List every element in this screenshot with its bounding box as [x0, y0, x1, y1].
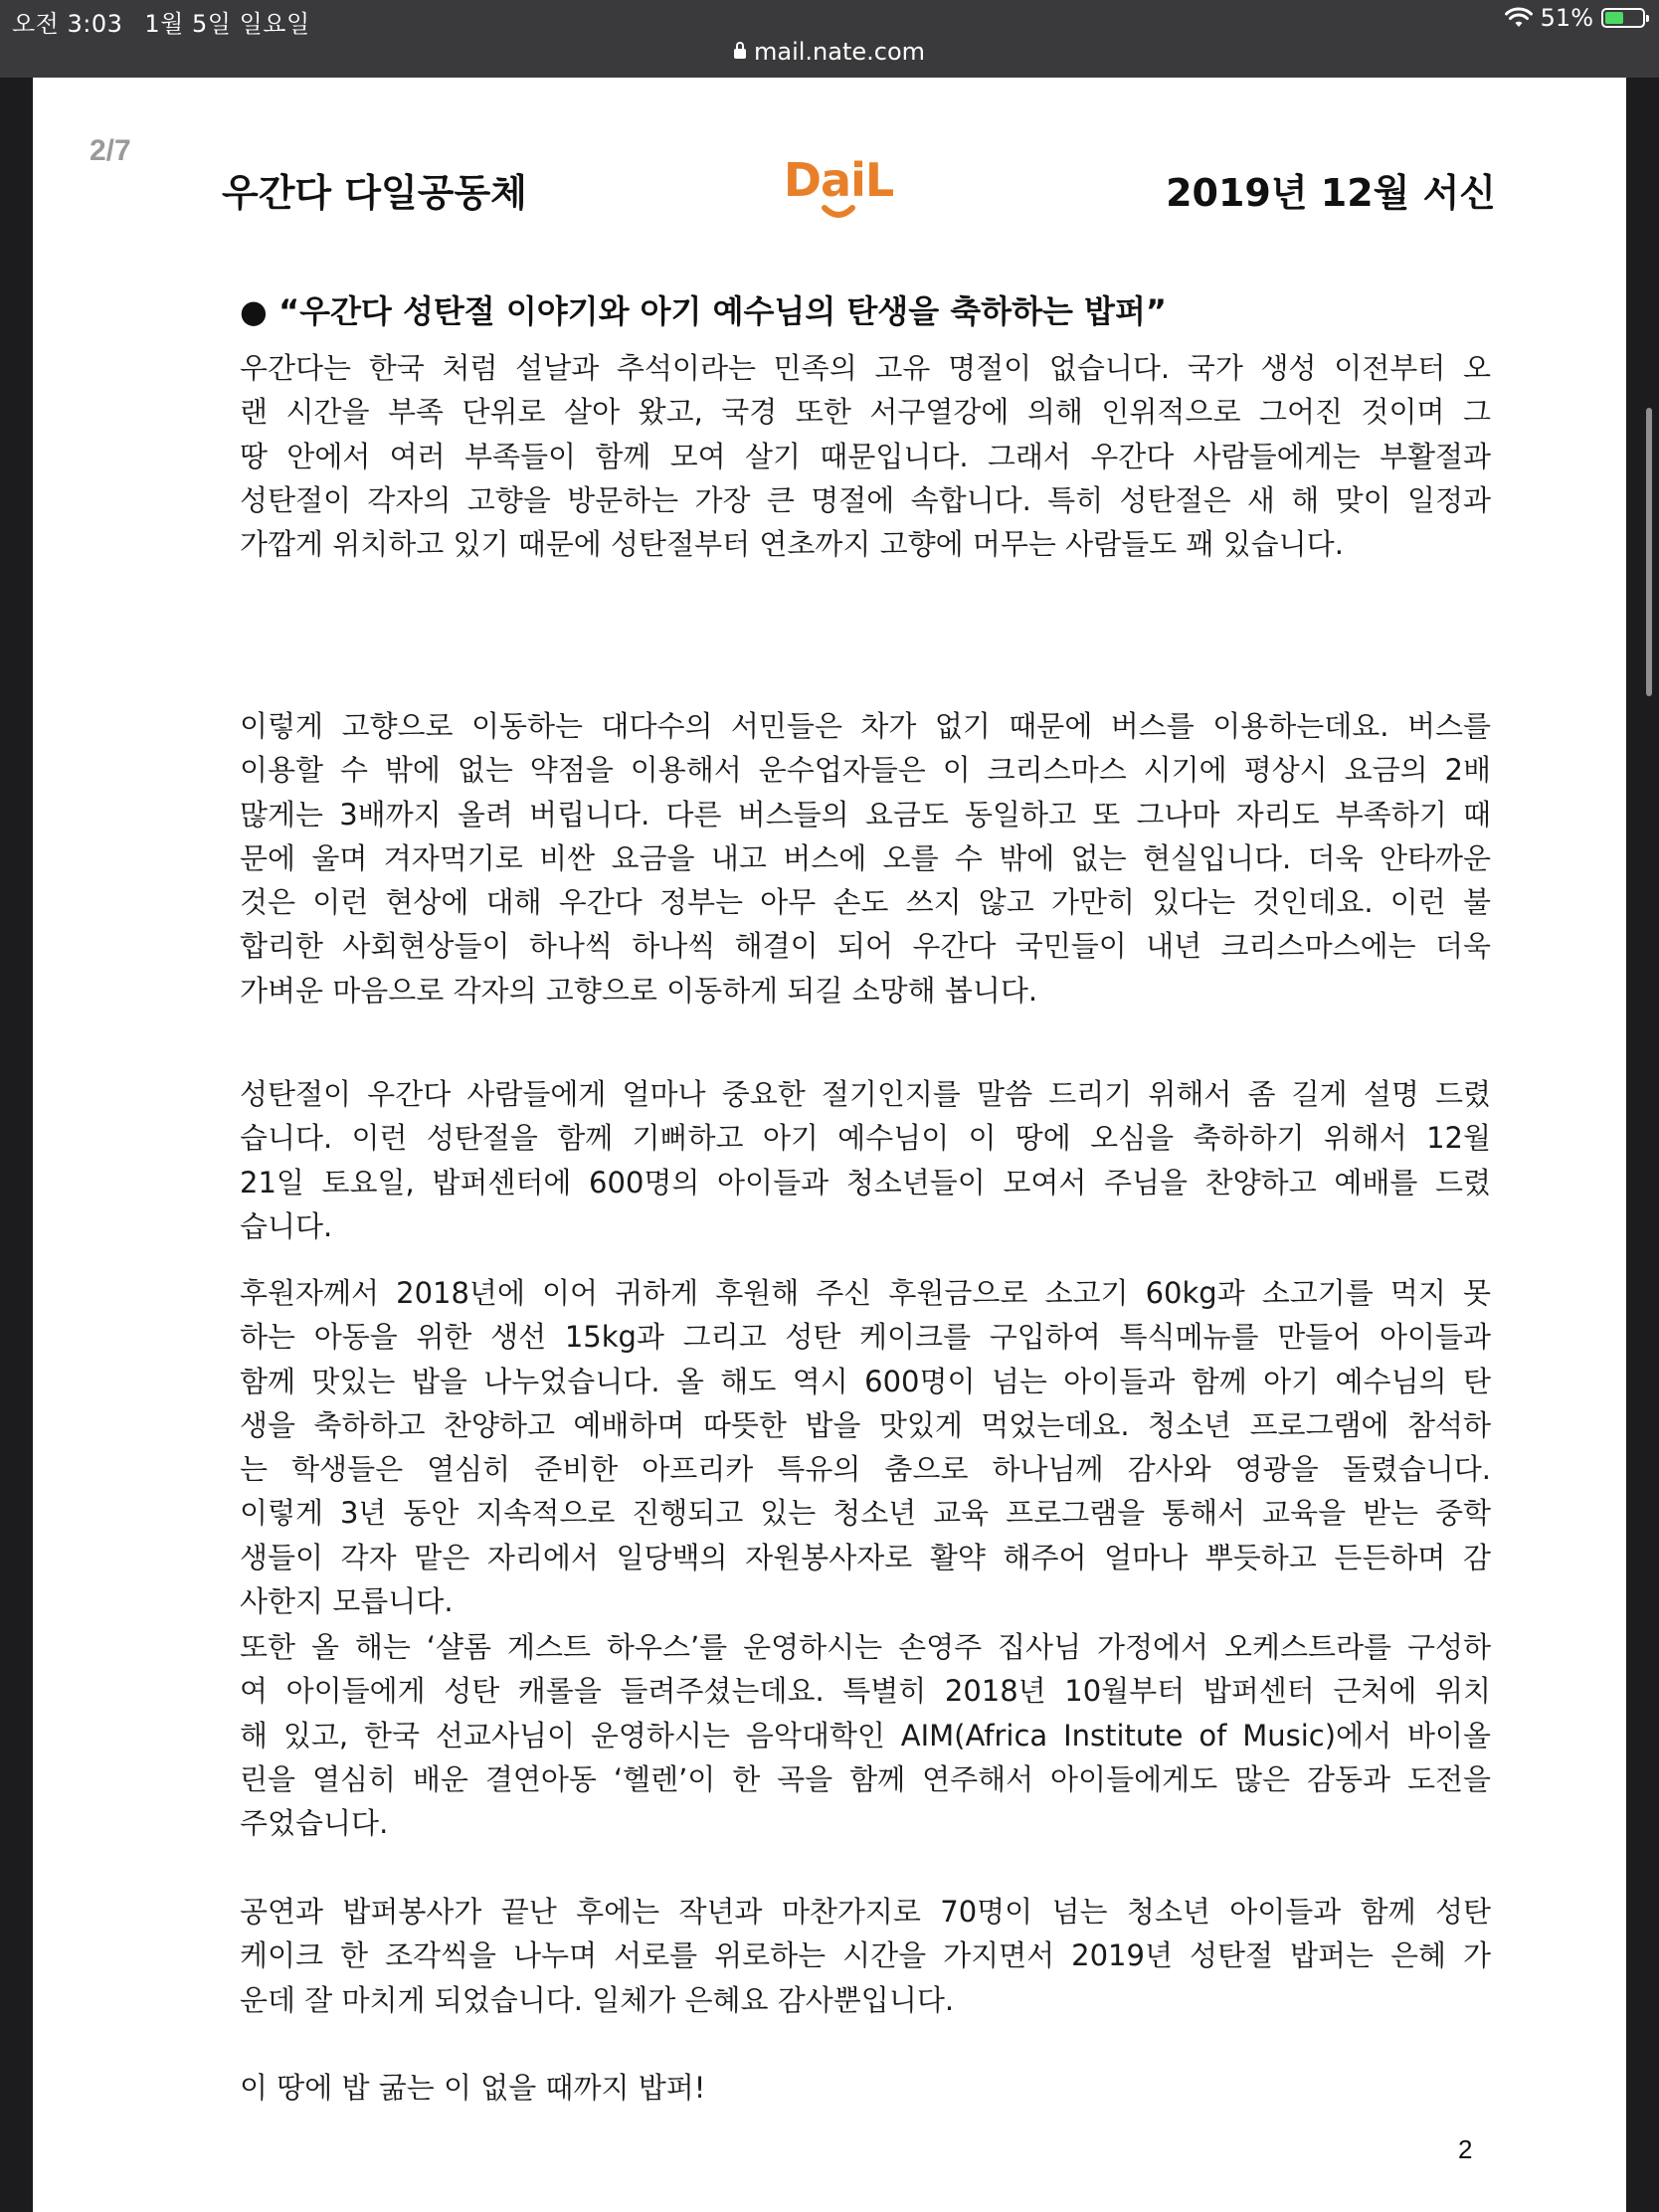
logo-text: DaiL: [783, 153, 894, 207]
paragraph: [240, 704, 1491, 1013]
status-indicators: [1505, 4, 1645, 32]
status-time-date: [12, 4, 332, 39]
paragraph-line: 우간다는 한국 처럼 설날과 추석이라는 민족의 고유 명절이 없습니다. 국가 생성 이전부터 오: [240, 351, 1491, 385]
paragraph-line: 많게는 3배까지 올려 버립니다. 다른 버스들의 요금도 동일하고 또 그나마 자리도 부족하기 때: [240, 797, 1491, 831]
paragraph-line: 여 아이들에게 성탄 캐롤을 들려주셨는데요. 특별히 2018년 10월부터 밥퍼센터 근처에 위치: [240, 1674, 1491, 1709]
paragraph-line: 케이크 한 조각씩을 나누며 서로를 위로하는 시간을 가지면서 2019년 성탄절 밥퍼는 은혜 가: [240, 1938, 1491, 1973]
page-number: 2: [1458, 2134, 1473, 2164]
scrollbar[interactable]: [1646, 408, 1652, 696]
paragraph-line: 이용할 수 밖에 없는 약점을 이용해서 운수업자들은 이 크리스마스 시기에 평상시 요금의 2배: [240, 753, 1491, 788]
paragraph-line: 이렇게 3년 동안 지속적으로 진행되고 있는 청소년 교육 프로그램을 통해서 교육을 받는 중학: [240, 1496, 1491, 1531]
address-url: mail.nate.com: [753, 38, 926, 66]
paragraph-line: 운데 잘 마치게 되었습니다. 일체가 은혜요 감사뿐입니다.: [240, 1982, 955, 2017]
paragraph: [240, 346, 1491, 566]
paragraph: [240, 1890, 1491, 2022]
paragraph-line: 이 땅에 밥 굶는 이 없을 때까지 밥퍼!: [240, 2071, 706, 2105]
paragraph-line: 하는 아동을 위한 생선 15kg과 그리고 성탄 케이크를 구입하여 특식메뉴를 만들어 아이들과: [240, 1320, 1491, 1355]
paragraph-line: 가깝게 위치하고 있기 때문에 성탄절부터 연초까지 고향에 머무는 사람들도 꽤 있습니다.: [240, 527, 1344, 562]
paragraph-line: 랜 시간을 부족 단위로 살아 왔고, 국경 또한 서구열강에 의해 인위적으로 그어진 것이며 그: [240, 395, 1491, 430]
status-bar: [0, 0, 1659, 78]
paragraph-line: 사한지 모릅니다.: [240, 1584, 454, 1619]
paragraph-line: 것은 이런 현상에 대해 우간다 정부는 아무 손도 쓰지 않고 가만히 있다는 것인데요. 이런 불: [240, 885, 1491, 920]
battery-percent: 51%: [1540, 4, 1593, 32]
paragraph-line: 또한 올 해는 ‘샬롬 게스트 하우스’를 운영하시는 손영주 집사님 가정에서 오케스트라를 구성하: [240, 1630, 1491, 1664]
paragraph-line: 후원자께서 2018년에 이어 귀하게 후원해 주신 후원금으로 소고기 60kg과 소고기를 먹지 못: [240, 1276, 1491, 1310]
paragraph-line: 성탄절이 우간다 사람들에게 얼마나 중요한 절기인지를 말씀 드리기 위해서 좀 길게 설명 드렸: [240, 1077, 1491, 1111]
paragraph: [240, 2066, 1491, 2110]
paragraph-line: 합리한 사회현상들이 하나씩 하나씩 해결이 되어 우간다 국민들이 내년 크리스마스에는 더욱: [240, 929, 1491, 964]
paragraph-line: 21일 토요일, 밥퍼센터에 600명의 아이들과 청소년들이 모여서 주님을 찬양하고 예배를 드렸: [240, 1165, 1491, 1199]
wifi-icon: [1505, 7, 1533, 29]
status-date: 1월 5일 일요일: [144, 10, 310, 38]
paragraph-line: 이렇게 고향으로 이동하는 대다수의 서민들은 차가 없기 때문에 버스를 이용하는데요. 버스를: [240, 709, 1491, 743]
paragraph-line: 습니다.: [240, 1208, 333, 1243]
dail-logo: [769, 152, 908, 227]
paragraph-line: 성탄절이 각자의 고향을 방문하는 가장 큰 명절에 속합니다. 특히 성탄절은 새 해 맞이 일정과: [240, 482, 1491, 517]
header-date: 2019년 12월 서신: [1166, 171, 1496, 215]
page-indicator: 2/7: [90, 134, 131, 167]
paragraph-line: 는 학생들은 열심히 준비한 아프리카 특유의 춤으로 하나님께 감사와 영광을 돌렸습니다.: [240, 1452, 1492, 1487]
paragraph-line: 린을 열심히 배운 결연아동 ‘헬렌’이 한 곡을 함께 연주해서 아이들에게도 많은 감동과 도전을: [240, 1761, 1491, 1796]
paragraph-line: 생들이 각자 맡은 자리에서 일당백의 자원봉사자로 활약 해주어 얼마나 뿌듯하고 든든하며 감: [240, 1540, 1491, 1574]
paragraph: [240, 1625, 1491, 1845]
paragraph: [240, 1072, 1491, 1248]
letter-headline: ● “우간다 성탄절 이야기와 아기 예수님의 탄생을 축하하는 밥퍼”: [240, 292, 1167, 330]
header-organization: 우간다 다일공동체: [222, 171, 527, 215]
paragraph-line: 생을 축하하고 찬양하고 예배하며 따뜻한 밥을 맛있게 먹었는데요. 청소년 프로그램에 참석하: [240, 1407, 1491, 1442]
paragraph: [240, 1271, 1491, 1623]
battery-icon: [1601, 8, 1645, 28]
address-bar[interactable]: [0, 38, 1659, 66]
document-page: [33, 78, 1626, 2212]
paragraph-line: 가벼운 마음으로 각자의 고향으로 이동하게 되길 소망해 봅니다.: [240, 973, 1038, 1008]
paragraph-line: 습니다. 이런 성탄절을 함께 기뻐하고 아기 예수님이 이 땅에 오심을 축하하기 위해서 12월: [240, 1121, 1491, 1156]
paragraph-line: 주었습니다.: [240, 1806, 389, 1841]
paragraph-line: 함께 맛있는 밥을 나누었습니다. 올 해도 역시 600명이 넘는 아이들과 함께 아기 예수님의 탄: [240, 1364, 1491, 1398]
paragraph-line: 문에 울며 겨자먹기로 비싼 요금을 내고 버스에 오를 수 밖에 없는 현실입니다. 더욱 안타까운: [240, 840, 1491, 875]
paragraph-line: 땅 안에서 여러 부족들이 함께 모여 살기 때문입니다. 그래서 우간다 사람들에게는 부활절과: [240, 439, 1491, 473]
status-time: 오전 3:03: [12, 10, 123, 38]
paragraph-line: 공연과 밥퍼봉사가 끝난 후에는 작년과 마찬가지로 70명이 넘는 청소년 아이들과 함께 성탄: [240, 1895, 1491, 1929]
paragraph-line: 해 있고, 한국 선교사님이 운영하시는 음악대학인 AIM(Africa Institute of Music)에서 바이올: [240, 1718, 1491, 1752]
lock-icon: [734, 49, 746, 59]
